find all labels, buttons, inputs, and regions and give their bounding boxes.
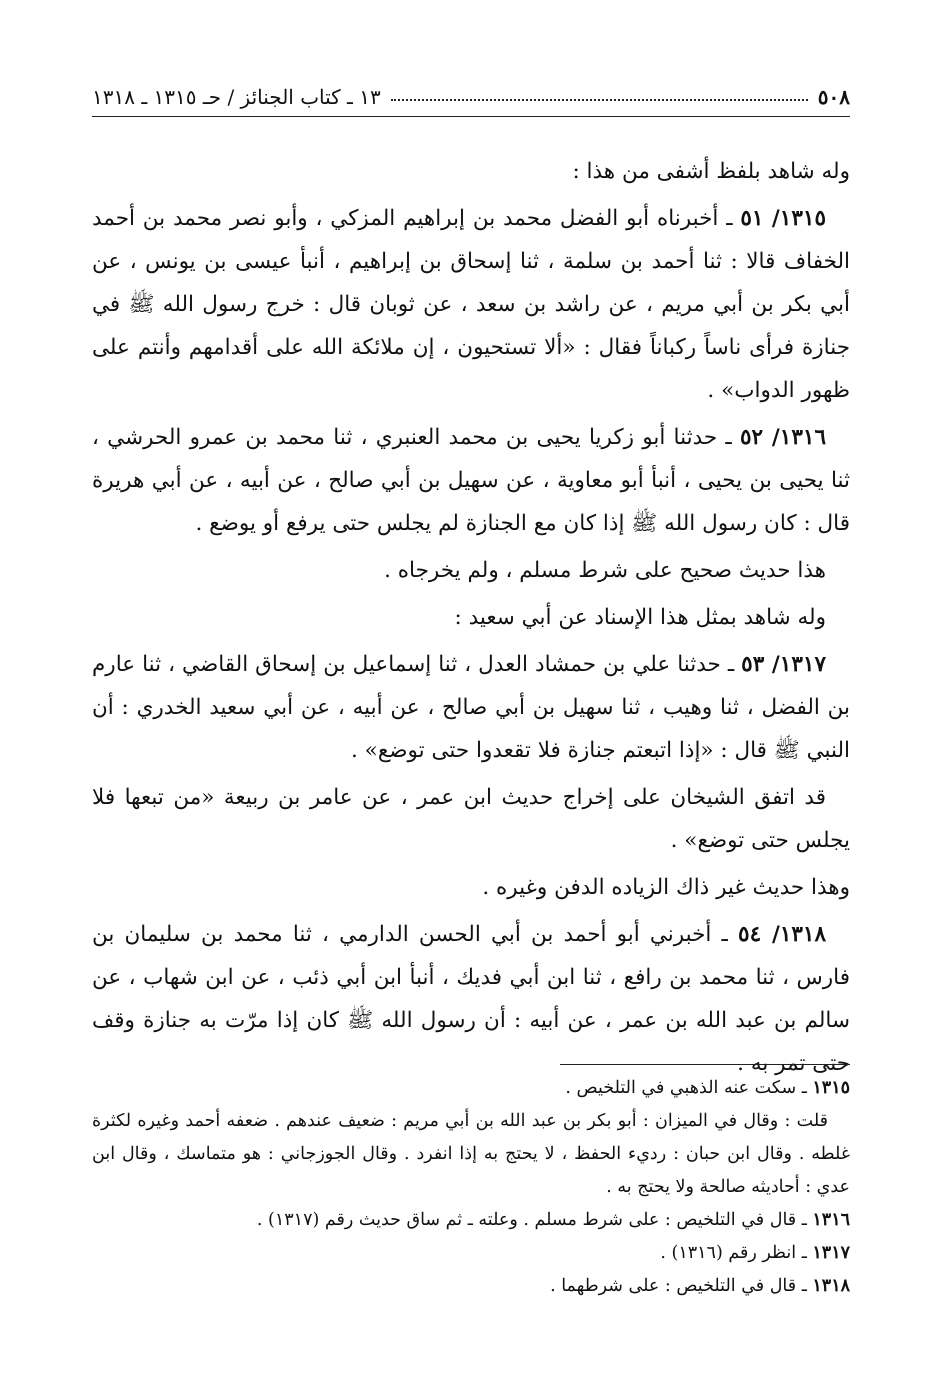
footnote-text: ـ سكت عنه الذهبي في التلخيص .	[565, 1078, 813, 1098]
header-dot-leader	[391, 99, 808, 101]
shahid-line: وله شاهد بمثل هذا الإسناد عن أبي سعيد :	[454, 605, 826, 630]
footnote-number: ١٣١٧	[812, 1243, 850, 1263]
hadith-text: ـ أخبرني أبو أحمد بن أبي الحسن الدارمي ، ثنا محمد بن سليمان بن فارس ، ثنا محمد بن رافع ، ثنا ابن أبي فديك ، أنبأ ابن أبي ذئب ، عن ابن شهاب ، عن سالم بن عبد الله بن عمر ، عن أبيه : أن رسول الله ﷺ كان إذا مرّت به جنازة وقف حتى تمر به .	[92, 922, 850, 1076]
hadith-text: ـ أخبرناه أبو الفضل محمد بن إبراهيم المزكي ، وأبو نصر محمد بن أحمد الخفاف قالا : ثنا أحمد بن سلمة ، ثنا إسحاق بن إبراهيم ، أنبأ عيسى بن يونس ، عن أبي بكر بن أبي مريم ، عن راشد بن سعد ، عن ثوبان قال : خرج رسول الله ﷺ في جنازة فرأى ناساً ركباناً فقال : «ألا تستحيون ، إن ملائكة الله على أقدامهم وأنتم على ظهور الدواب» .	[92, 206, 850, 403]
footnote-number: ١٣١٨	[812, 1276, 850, 1296]
grading-line: هذا حديث صحيح على شرط مسلم ، ولم يخرجاه .	[384, 558, 826, 583]
footnotes	[92, 1072, 850, 1303]
hadith-number: ١٣١٦/ ٥٢	[739, 425, 826, 450]
hadith-1318	[92, 913, 850, 1085]
footnote-1318	[92, 1270, 850, 1303]
hadith-1317	[92, 643, 850, 772]
footnote-1317	[92, 1237, 850, 1270]
commentary-line: قد اتفق الشيخان على إخراج حديث ابن عمر ، عن عامر بن ربيعة «من تبعها فلا يجلس حتى توضع» .	[92, 785, 850, 853]
header-rule	[92, 116, 850, 117]
footnote-number: ١٣١٥	[812, 1078, 850, 1098]
footnote-text: ـ انظر رقم (١٣١٦) .	[660, 1243, 813, 1263]
hadith-number: ١٣١٨/ ٥٤	[738, 922, 827, 947]
hadith-number: ١٣١٥/ ٥١	[740, 206, 826, 231]
hadith-text: ـ حدثنا أبو زكريا يحيى بن محمد العنبري ، ثنا محمد بن عمرو الحرشي ، ثنا يحيى بن يحيى ، أنبأ أبو معاوية ، عن سهيل بن أبي صالح ، عن أبيه ، عن أبي هريرة قال : كان رسول الله ﷺ إذا كان مع الجنازة لم يجلس حتى يرفع أو يوضع .	[92, 425, 850, 536]
footnote-1316	[92, 1204, 850, 1237]
hadith-number: ١٣١٧/ ٥٣	[741, 652, 826, 677]
commentary-line-2: وهذا حديث غير ذاك الزياده الدفن وغيره .	[482, 875, 850, 900]
running-title: ١٣ ـ كتاب الجنائز / حـ ١٣١٥ ـ ١٣١٨	[92, 85, 381, 109]
footnote-separator	[560, 1064, 850, 1065]
page-number: ٥٠٨	[817, 85, 850, 109]
hadith-text: ـ حدثنا علي بن حمشاد العدل ، ثنا إسماعيل بن إسحاق القاضي ، ثنا عارم بن الفضل ، ثنا وهيب ، ثنا سهيل بن أبي صالح ، عن أبيه ، عن أبي سعيد الخدري : أن النبي ﷺ قال : «إذا اتبعتم جنازة فلا تقعدوا حتى توضع» .	[92, 652, 850, 763]
footnote-text: ـ قال في التلخيص : على شرطهما .	[550, 1276, 813, 1296]
footnote-1315-note: قلت : وقال في الميزان : أبو بكر بن عبد الله بن أبي مريم : ضعيف عندهم . ضعفه أحمد وغيره لكثرة غلطه . وقال ابن حبان : رديء الحفظ ، لا يحتج به إذا انفرد . وقال الجوزجاني : هو متماسك ، وقال ابن عدي : أحاديثه صالحة ولا يحتج به .	[92, 1111, 850, 1197]
footnote-text: ـ قال في التلخيص : على شرط مسلم . وعلته ـ ثم ساق حديث رقم (١٣١٧) .	[256, 1210, 813, 1230]
footnote-number: ١٣١٦	[812, 1210, 850, 1230]
intro-line: وله شاهد بلفظ أشفى من هذا :	[572, 159, 850, 184]
hadith-1316	[92, 416, 850, 545]
page-header	[92, 80, 850, 114]
main-text	[92, 150, 850, 1089]
footnote-1315	[92, 1072, 850, 1105]
hadith-1315	[92, 197, 850, 412]
